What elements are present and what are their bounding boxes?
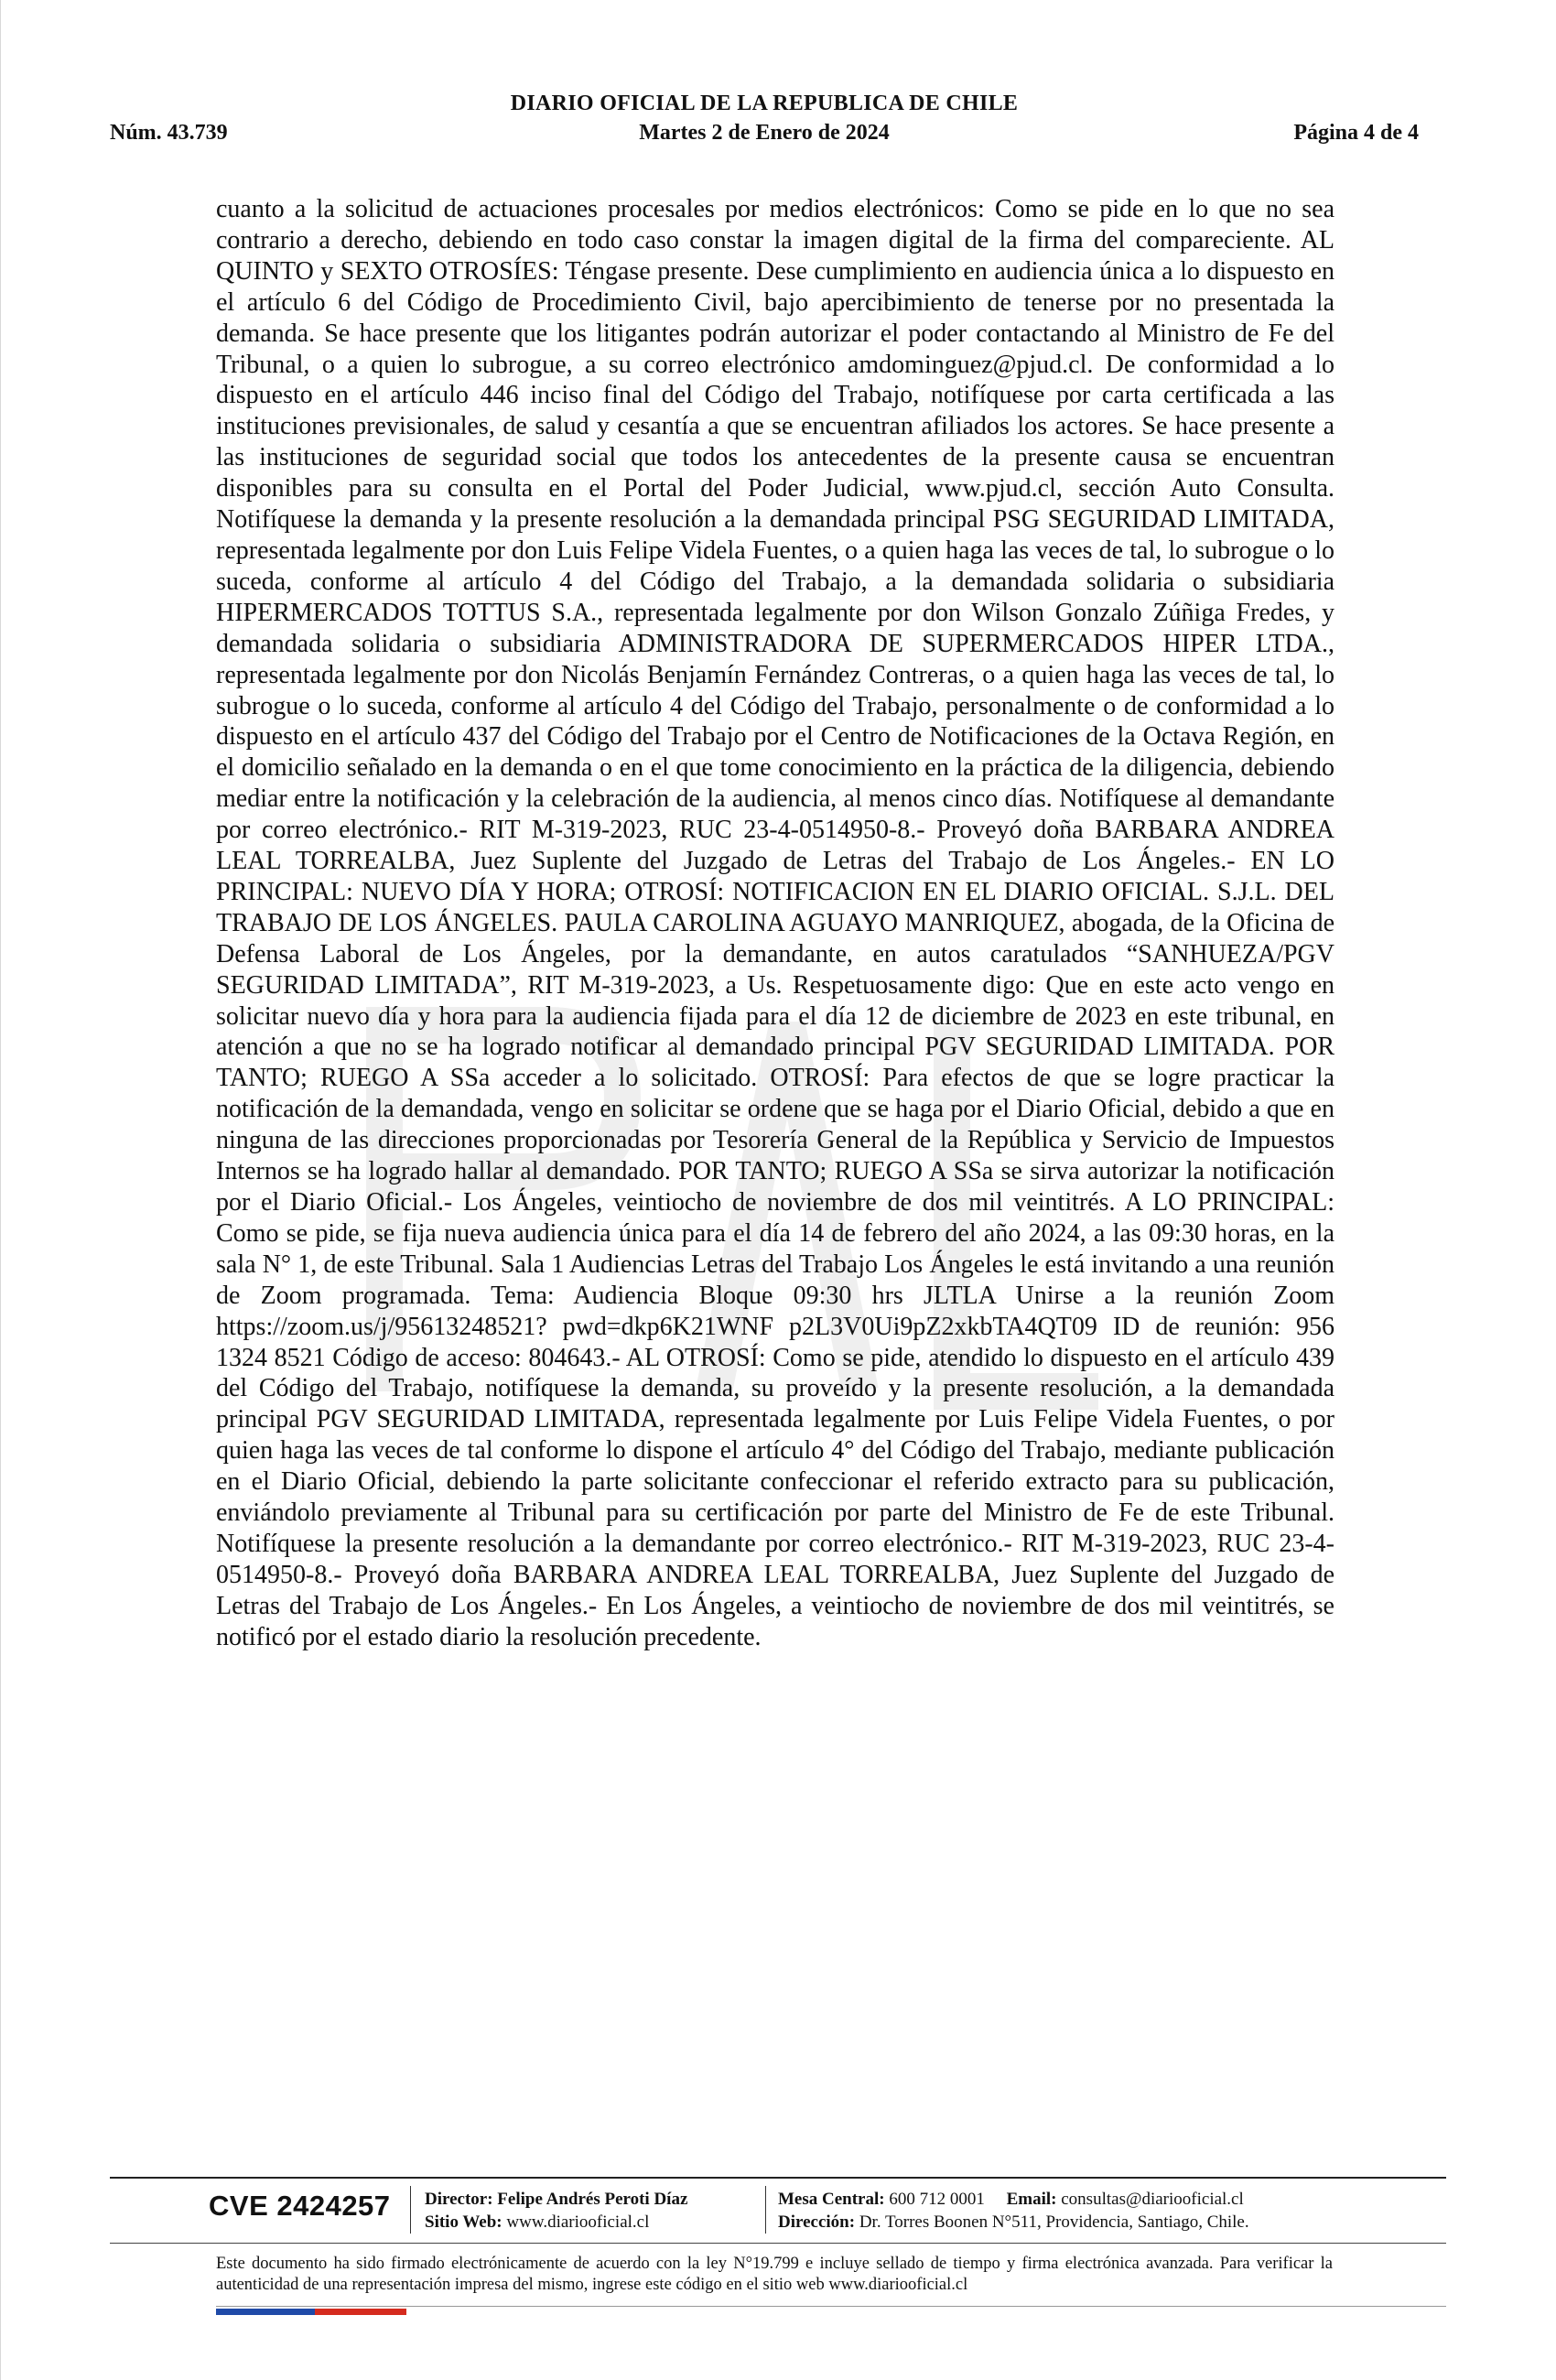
document-body [216, 194, 1334, 1653]
footer-divider [765, 2186, 766, 2234]
cve-code: CVE 2424257 [209, 2190, 391, 2222]
email-link[interactable]: consultas@diariooficial.cl [1061, 2190, 1244, 2209]
footer-divider [410, 2186, 411, 2234]
address-value: Dr. Torres Boonen N°511, Providencia, Santiago, Chile. [859, 2212, 1249, 2232]
address-line [778, 2211, 1249, 2234]
director-value: Felipe Andrés Peroti Díaz [497, 2190, 688, 2209]
director-label: Director: [425, 2190, 493, 2209]
footer-mid-rule [110, 2243, 1446, 2244]
flag-stripe-red [315, 2309, 406, 2315]
email-label: Email: [1006, 2190, 1057, 2209]
footer-bottom-rule [216, 2306, 1446, 2307]
body-paragraph: cuanto a la solicitud de actuaciones procesales por medios electrónicos: Como se pide en lo que no sea contrario a derecho, debiendo en todo caso constar la imagen digital de la firma del compareciente. AL QUINTO y SEXTO OTROSÍES: Téngase presente. Dese cumplimiento en audiencia única a lo dispuesto en el artículo 6 del Código de Procedimiento Civil, bajo apercibimiento de tenerse por no presentada la demanda. Se hace presente que los litigantes podrán autorizar el poder contactando al Ministro de Fe del Tribunal, o a quien lo subrogue, a su correo electrónico amdominguez@pjud.cl. De conformidad a lo dispuesto en el artículo 446 inciso final del Código del Trabajo, notifíquese por carta certificada a las instituciones previsionales, de salud y cesantía a que se encuentran afiliados los actores. Se hace presente a las instituciones de seguridad social que todos los antecedentes de la presente causa se encuentran disponibles para su consulta en el Portal del Poder Judicial, www.pjud.cl, sección Auto Consulta. Notifíquese la demanda y la presente resolución a la demandada principal PSG SEGURIDAD LIMITADA, representada legalmente por don Luis Felipe Videla Fuentes, o a quien haga las veces de tal, lo subrogue o lo suceda, conforme al artículo 4 del Código del Trabajo, a la demandada solidaria o subsidiaria HIPERMERCADOS TOTTUS S.A., representada legalmente por don Wilson Gonzalo Zúñiga Fredes, y demandada solidaria o subsidiaria ADMINISTRADORA DE SUPERMERCADOS HIPER LTDA., representada legalmente por don Nicolás Benjamín Fernández Contreras, o a quien haga las veces de tal, lo subrogue o lo suceda, conforme al artículo 4 del Código del Trabajo, personalmente o de conformidad a lo dispuesto en el artículo 437 del Código del Trabajo por el Centro de Notificaciones de la Octava Región, en el domicilio señalado en la demanda o en el que tome conocimiento en la práctica de la diligencia, debiendo mediar entre la notificación y la celebración de la audiencia, al menos cinco días. Notifíquese al demandante por correo electrónico.- RIT M-319-2023, RUC 23-4-0514950-8.- Proveyó doña BARBARA ANDREA LEAL TORREALBA, Juez Suplente del Juzgado de Letras del Trabajo de Los Ángeles.- EN LO PRINCIPAL: NUEVO DÍA Y HORA; OTROSÍ: NOTIFICACION EN EL DIARIO OFICIAL. S.J.L. DEL TRABAJO DE LOS ÁNGELES. PAULA CAROLINA AGUAYO MANRIQUEZ, abogada, de la Oficina de Defensa Laboral de Los Ángeles, por la demandante, en autos caratulados “SANHUEZA/PGV SEGURIDAD LIMITADA”, RIT M-319-2023, a Us. Respetuosamente digo: Que en este acto vengo en solicitar nuevo día y hora para la audiencia fijada para el día 12 de diciembre de 2023 en este tribunal, en atención a que no se ha logrado notificar al demandado principal PGV SEGURIDAD LIMITADA. POR TANTO; RUEGO A SSa acceder a lo solicitado. OTROSÍ: Para efectos de que se logre practicar la notificación de la demandada, vengo en solicitar se ordene que se haga por el Diario Oficial, debido a que en ninguna de las direcciones proporcionadas por Tesorería General de la República y Servicio de Impuestos Internos se ha logrado hallar al demandado. POR TANTO; RUEGO A SSa se sirva autorizar la notificación por el Diario Oficial.- Los Ángeles, veintiocho de noviembre de dos mil veintitrés. A LO PRINCIPAL: Como se pide, se fija nueva audiencia única para el día 14 de febrero del año 2024, a las 09:30 horas, en la sala N° 1, de este Tribunal. Sala 1 Audiencias Letras del Trabajo Los Ángeles le está invitando a una reunión de Zoom programada. Tema: Audiencia Bloque 09:30 hrs JLTLA Unirse a la reunión Zoom https://zoom.us/j/95613248521? pwd=dkp6K21WNF p2L3V0Ui9pZ2xkbTA4QT09 ID de reunión: 956 1324 8521 Código de acceso: 804643.- AL OTROSÍ: Como se pide, atendido lo dispuesto en el artículo 439 del Código del Trabajo, notifíquese la demanda, su proveído y la presente resolución, a la demandada principal PGV SEGURIDAD LIMITADA, representada legalmente por Luis Felipe Videla Fuentes, o por quien haga las veces de tal conforme lo dispone el artículo 4° del Código del Trabajo, mediante publicación en el Diario Oficial, debiendo la parte solicitante confeccionar el referido extracto para su publicación, enviándolo previamente al Tribunal para su certificación por parte del Ministro de Fe de este Tribunal. Notifíquese la presente resolución a la demandante por correo electrónico.- RIT M-319-2023, RUC 23-4-0514950-8.- Proveyó doña BARBARA ANDREA LEAL TORREALBA, Juez Suplente del Juzgado de Letras del Trabajo de Los Ángeles.- En Los Ángeles, a veintiocho de noviembre de dos mil veintitrés, se notificó por el estado diario la resolución precedente. [216, 195, 1334, 1651]
website-link[interactable]: www.diariooficial.cl [506, 2212, 650, 2232]
mesa-label: Mesa Central: [778, 2190, 885, 2209]
issue-date: Martes 2 de Enero de 2024 [639, 121, 890, 145]
address-label: Dirección: [778, 2212, 856, 2232]
issue-number: Núm. 43.739 [110, 121, 228, 145]
legal-notice: Este documento ha sido firmado electrónicamente de acuerdo con la ley N°19.799 e incluye sellado de tiempo y firma electrónica avanzada. Para verificar la autenticidad de una representación impresa del mismo, ingrese este código en el sitio web www.diariooficial.cl [216, 2255, 1333, 2294]
mesa-value: 600 712 0001 [889, 2190, 985, 2209]
publication-title: DIARIO OFICIAL DE LA REPUBLICA DE CHILE [510, 92, 1019, 115]
director-line [425, 2188, 687, 2211]
flag-stripe-blue [216, 2309, 315, 2315]
website-label: Sitio Web: [425, 2212, 502, 2232]
website-line [425, 2211, 649, 2234]
footer-top-rule [110, 2177, 1446, 2179]
page-header [110, 92, 1419, 156]
contact-line [778, 2188, 1244, 2211]
page-number: Página 4 de 4 [1293, 121, 1419, 145]
